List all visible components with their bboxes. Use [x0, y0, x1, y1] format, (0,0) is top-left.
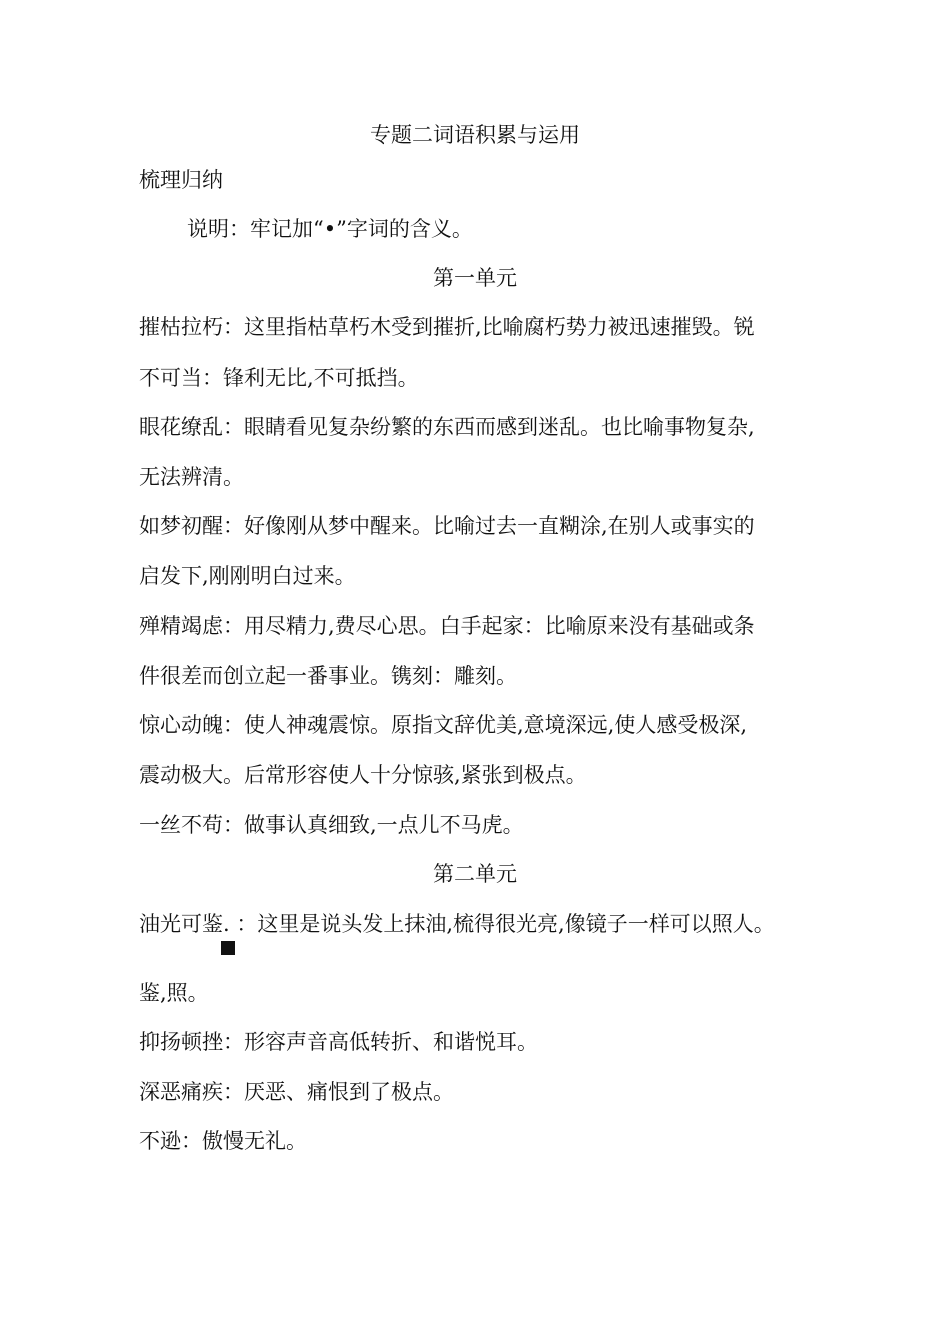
text-line: 件很差而创立起一番事业。镌刻：雕刻。 [139, 664, 517, 688]
text-line: 如梦初醒：好像刚从梦中醒来。比喻过去一直糊涂,在别人或事实的 [139, 514, 755, 538]
instruction-text: 说明：牢记加“•”字词的含义。 [187, 217, 473, 241]
square-marker-icon [221, 941, 235, 955]
text-line: 深恶痛疾：厌恶、痛恨到了极点。 [139, 1080, 454, 1104]
document-title: 专题二词语积累与运用 [370, 123, 580, 147]
unit-2-heading: 第二单元 [433, 862, 517, 886]
text-line: 眼花缭乱：眼睛看见复杂纷繁的东西而感到迷乱。也比喻事物复杂, [139, 415, 755, 439]
text-line: 油光可鉴. ：这里是说头发上抹油,梳得很光亮,像镜子一样可以照人。 [139, 912, 775, 936]
text-line: 启发下,刚刚明白过来。 [139, 564, 356, 588]
text-line: 摧枯拉朽：这里指枯草朽木受到摧折,比喻腐朽势力被迅速摧毁。锐 [139, 315, 755, 339]
text-line: 惊心动魄：使人神魂震惊。原指文辞优美,意境深远,使人感受极深, [139, 713, 748, 737]
text-line: 无法辨清。 [139, 465, 244, 489]
text-line: 抑扬顿挫：形容声音高低转折、和谐悦耳。 [139, 1030, 538, 1054]
text-line: 不逊：傲慢无礼。 [139, 1129, 307, 1153]
text-line: 震动极大。后常形容使人十分惊骇,紧张到极点。 [139, 763, 587, 787]
text-line: 殚精竭虑：用尽精力,费尽心思。白手起家：比喻原来没有基础或条 [139, 614, 755, 638]
text-line: 鉴,照。 [139, 981, 209, 1005]
unit-1-heading: 第一单元 [433, 266, 517, 290]
text-line: 不可当：锋利无比,不可抵挡。 [139, 366, 419, 390]
section-heading: 梳理归纳 [139, 168, 223, 192]
text-line: 一丝不苟：做事认真细致,一点儿不马虎。 [139, 813, 524, 837]
